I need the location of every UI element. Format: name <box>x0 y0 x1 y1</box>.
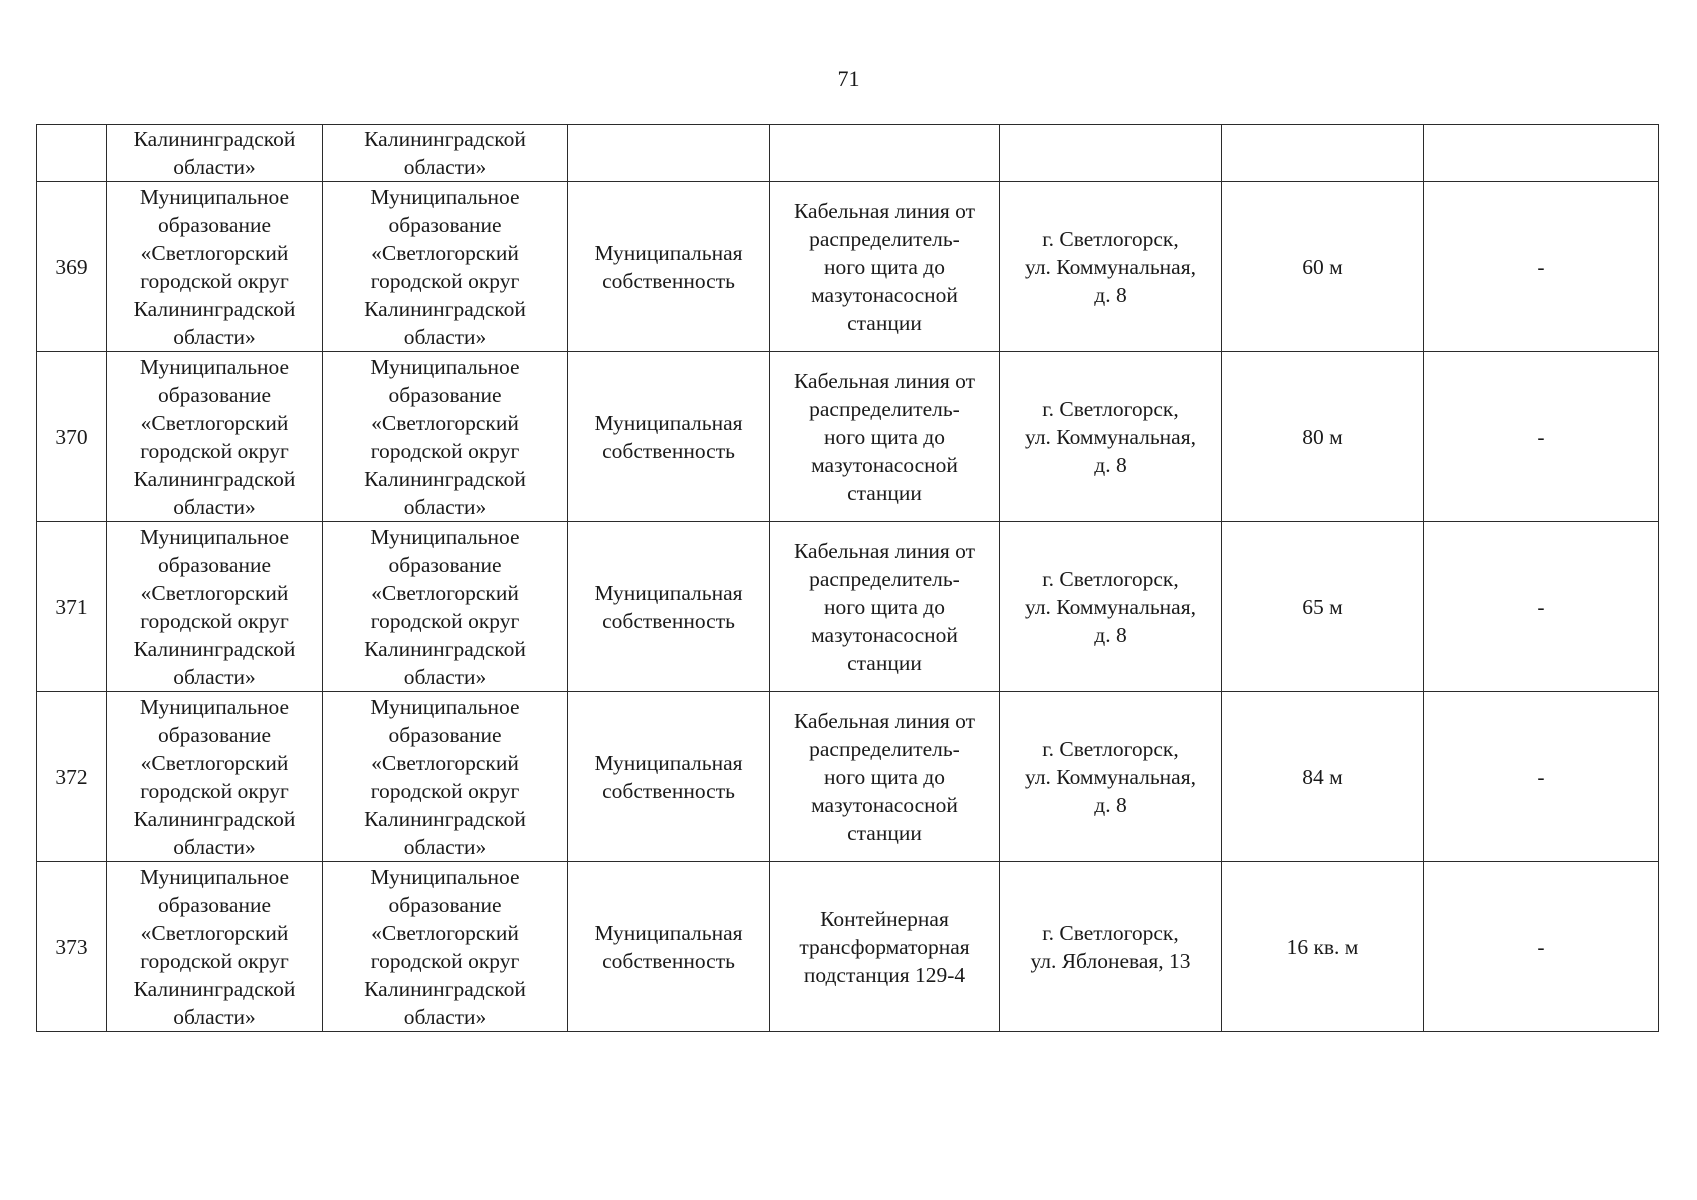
table-row-continuation <box>37 125 1659 182</box>
cell-note: - <box>1424 182 1659 352</box>
page-number: 71 <box>837 66 860 91</box>
cell-object: Кабельная линия от распределитель- ного щита до мазутонасосной станции <box>770 522 1000 692</box>
table-row <box>37 352 1659 522</box>
cell-address: г. Светлогорск, ул. Коммунальная, д. 8 <box>1000 182 1222 352</box>
cell-object: Кабельная линия от распределитель- ного щита до мазутонасосной станции <box>770 352 1000 522</box>
cell-holder <box>323 125 568 182</box>
cell-owner: Муниципальное образование «Светлогорский городской округ Калининградской области» <box>107 522 323 692</box>
holder-text: Калининградской области» <box>364 127 526 179</box>
cell-ownership: Муниципальная собственность <box>568 692 770 862</box>
cell-number <box>37 125 107 182</box>
cell-ownership: Муниципальная собственность <box>568 182 770 352</box>
cell-size: 84 м <box>1222 692 1424 862</box>
property-registry-table <box>36 124 1659 1032</box>
cell-size <box>1222 125 1424 182</box>
cell-address: г. Светлогорск, ул. Коммунальная, д. 8 <box>1000 522 1222 692</box>
cell-owner: Муниципальное образование «Светлогорский городской округ Калининградской области» <box>107 692 323 862</box>
cell-note: - <box>1424 862 1659 1032</box>
cell-number: 372 <box>37 692 107 862</box>
cell-address: г. Светлогорск, ул. Коммунальная, д. 8 <box>1000 352 1222 522</box>
cell-object: Кабельная линия от распределитель- ного щита до мазутонасосной станции <box>770 692 1000 862</box>
cell-owner: Муниципальное образование «Светлогорский городской округ Калининградской области» <box>107 862 323 1032</box>
owner-text: Калининградской области» <box>133 127 296 179</box>
table-row <box>37 522 1659 692</box>
cell-number: 371 <box>37 522 107 692</box>
table-row <box>37 182 1659 352</box>
table-row <box>37 692 1659 862</box>
cell-size: 65 м <box>1222 522 1424 692</box>
cell-owner: Муниципальное образование «Светлогорский городской округ Калининградской области» <box>107 352 323 522</box>
cell-ownership <box>568 125 770 182</box>
cell-size: 16 кв. м <box>1222 862 1424 1032</box>
cell-number: 369 <box>37 182 107 352</box>
cell-ownership: Муниципальная собственность <box>568 352 770 522</box>
table-row <box>37 862 1659 1032</box>
cell-size: 80 м <box>1222 352 1424 522</box>
cell-holder: Муниципальное образование «Светлогорский городской округ Калининградской области» <box>323 522 568 692</box>
cell-note: - <box>1424 352 1659 522</box>
cell-note: - <box>1424 522 1659 692</box>
cell-address <box>1000 125 1222 182</box>
cell-object <box>770 125 1000 182</box>
cell-ownership: Муниципальная собственность <box>568 522 770 692</box>
cell-object: Кабельная линия от распределитель- ного щита до мазутонасосной станции <box>770 182 1000 352</box>
cell-number: 373 <box>37 862 107 1032</box>
cell-holder: Муниципальное образование «Светлогорский городской округ Калининградской области» <box>323 182 568 352</box>
cell-address: г. Светлогорск, ул. Коммунальная, д. 8 <box>1000 692 1222 862</box>
cell-address: г. Светлогорск, ул. Яблоневая, 13 <box>1000 862 1222 1032</box>
cell-owner <box>107 125 323 182</box>
cell-number: 370 <box>37 352 107 522</box>
cell-holder: Муниципальное образование «Светлогорский городской округ Калининградской области» <box>323 862 568 1032</box>
cell-note <box>1424 125 1659 182</box>
cell-owner: Муниципальное образование «Светлогорский городской округ Калининградской области» <box>107 182 323 352</box>
cell-note: - <box>1424 692 1659 862</box>
cell-holder: Муниципальное образование «Светлогорский городской округ Калининградской области» <box>323 352 568 522</box>
cell-size: 60 м <box>1222 182 1424 352</box>
cell-holder: Муниципальное образование «Светлогорский городской округ Калининградской области» <box>323 692 568 862</box>
cell-ownership: Муниципальная собственность <box>568 862 770 1032</box>
cell-object: Контейнерная трансформаторная подстанция 129-4 <box>770 862 1000 1032</box>
